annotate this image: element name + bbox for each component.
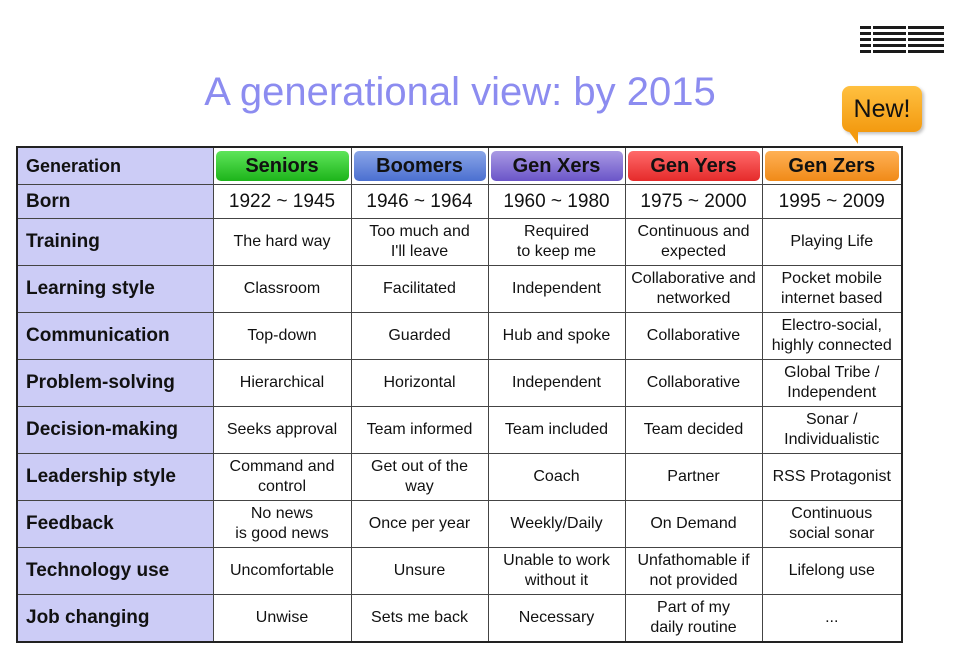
cell-text: Seeks approval (226, 421, 338, 438)
cell-text: 1995 ~ 2009 (778, 190, 885, 212)
table-cell (213, 454, 351, 501)
table-cell (213, 266, 351, 313)
table-cell (213, 185, 351, 219)
table-row (17, 548, 902, 595)
cell-text: Team included (504, 421, 609, 438)
table-cell (625, 360, 762, 407)
table-cell (351, 454, 488, 501)
table-cell (625, 501, 762, 548)
table-cell (488, 407, 625, 454)
cell-text: Collaborative (646, 374, 741, 391)
cell-text: Team decided (643, 421, 744, 438)
table-row (17, 313, 902, 360)
table-cell (488, 313, 625, 360)
cell-text: Guarded (388, 327, 451, 344)
table-cell (762, 454, 902, 501)
page-title: A generational view: by 2015 (204, 70, 716, 114)
table-row (17, 454, 902, 501)
cell-text: Required to keep me (516, 223, 597, 260)
row-label: Job changing (17, 595, 213, 643)
table-row (17, 595, 902, 643)
cell-text: Partner (667, 468, 720, 485)
table-cell (762, 360, 902, 407)
cell-text: Unsure (393, 562, 446, 579)
cell-text: Unfathomable if not provided (637, 552, 750, 589)
table-cell (488, 185, 625, 219)
table-cell (351, 185, 488, 219)
cell-text: Collaborative and networked (631, 270, 756, 307)
cell-text: Classroom (243, 280, 321, 297)
cell-text: Coach (533, 468, 580, 485)
new-badge-tail (848, 130, 858, 144)
row-label: Decision-making (17, 407, 213, 454)
ibm-logo (858, 24, 944, 58)
cell-text: 1922 ~ 1945 (228, 190, 336, 212)
cell-text: Electro-social, highly connected (771, 317, 892, 354)
cell-text: Playing Life (790, 233, 874, 250)
table-cell (625, 407, 762, 454)
cell-text: No news is good news (235, 505, 329, 542)
cell-text: Pocket mobile internet based (781, 270, 883, 307)
cell-text: Hierarchical (239, 374, 325, 391)
cell-text: Command and control (229, 458, 335, 495)
row-header-generation: Generation (17, 147, 213, 185)
cell-text: Necessary (518, 609, 595, 626)
table-cell (625, 595, 762, 643)
cell-text: On Demand (650, 515, 737, 532)
table-cell (213, 595, 351, 643)
row-label: Problem-solving (17, 360, 213, 407)
cell-text: Lifelong use (788, 562, 875, 579)
cell-text: Once per year (368, 515, 471, 532)
table-cell (625, 219, 762, 266)
cell-text: Uncomfortable (229, 562, 335, 579)
cell-text: Sets me back (371, 609, 468, 626)
cell-text: 1975 ~ 2000 (640, 190, 747, 212)
cell-text: Top-down (247, 327, 317, 344)
cell-text: Sonar / Individualistic (784, 411, 880, 448)
cell-text: RSS Protagonist (772, 468, 891, 485)
table-cell (351, 313, 488, 360)
table-cell (762, 185, 902, 219)
table-row (17, 185, 902, 219)
cell-text: Independent (512, 374, 601, 391)
cell-text: Weekly/Daily (510, 515, 603, 532)
row-label: Leadership style (17, 454, 213, 501)
table-cell (213, 548, 351, 595)
table-header-row (17, 147, 902, 185)
seniors-label: Seniors (216, 151, 349, 181)
table-cell (625, 185, 762, 219)
table-cell (351, 501, 488, 548)
row-label: Training (17, 219, 213, 266)
table-cell (762, 313, 902, 360)
cell-text: Independent (512, 280, 601, 297)
table-cell (762, 501, 902, 548)
boomers-label: Boomers (354, 151, 486, 181)
cell-text: Hub and spoke (502, 327, 611, 344)
table-cell (488, 548, 625, 595)
cell-text: Too much and I'll leave (369, 223, 470, 260)
cell-text: ... (825, 609, 839, 626)
cell-text: Global Tribe / Independent (784, 364, 880, 401)
table-cell (351, 219, 488, 266)
table-cell (213, 407, 351, 454)
table-cell (625, 266, 762, 313)
cell-text: Collaborative (646, 327, 741, 344)
cell-text: Unable to work without it (503, 552, 610, 589)
table-cell (213, 219, 351, 266)
cell-text: Team informed (366, 421, 473, 438)
table-cell (351, 548, 488, 595)
cell-text: Unwise (255, 609, 309, 626)
column-header-gen-yers (625, 147, 762, 185)
table-cell (488, 595, 625, 643)
table-row (17, 407, 902, 454)
table-row (17, 266, 902, 313)
cell-text: Horizontal (383, 374, 456, 391)
cell-text: 1960 ~ 1980 (503, 190, 610, 212)
table-cell (351, 266, 488, 313)
column-header-boomers (351, 147, 488, 185)
cell-text: Part of my daily routine (650, 599, 737, 636)
table-cell (625, 313, 762, 360)
row-label: Learning style (17, 266, 213, 313)
table-cell (488, 454, 625, 501)
cell-text: 1946 ~ 1964 (366, 190, 473, 212)
cell-text: Continuous social sonar (789, 505, 875, 542)
row-label: Born (17, 185, 213, 219)
cell-text: Get out of the way (371, 458, 468, 495)
table-cell (488, 360, 625, 407)
row-label: Feedback (17, 501, 213, 548)
gen-zers-label: Gen Zers (765, 151, 900, 181)
gen-yers-label: Gen Yers (628, 151, 760, 181)
cell-text: The hard way (233, 233, 331, 250)
table-cell (762, 548, 902, 595)
cell-text: Facilitated (383, 280, 456, 297)
table-cell (351, 360, 488, 407)
table-cell (213, 313, 351, 360)
generations-table (16, 146, 903, 643)
table-cell (213, 501, 351, 548)
table-cell (762, 219, 902, 266)
cell-text: Continuous and expected (637, 223, 750, 260)
table-row (17, 501, 902, 548)
table-row (17, 219, 902, 266)
table-cell (351, 407, 488, 454)
table-cell (625, 454, 762, 501)
column-header-seniors (213, 147, 351, 185)
column-header-gen-xers (488, 147, 625, 185)
table-cell (488, 266, 625, 313)
table-cell (625, 548, 762, 595)
table-cell (488, 219, 625, 266)
table-cell (762, 407, 902, 454)
row-label: Communication (17, 313, 213, 360)
table-cell (213, 360, 351, 407)
gen-xers-label: Gen Xers (491, 151, 623, 181)
new-badge: New! (842, 86, 922, 132)
table-cell (762, 595, 902, 643)
column-header-gen-zers (762, 147, 902, 185)
row-label: Technology use (17, 548, 213, 595)
table-row (17, 360, 902, 407)
table-cell (488, 501, 625, 548)
table-cell (762, 266, 902, 313)
table-cell (351, 595, 488, 643)
